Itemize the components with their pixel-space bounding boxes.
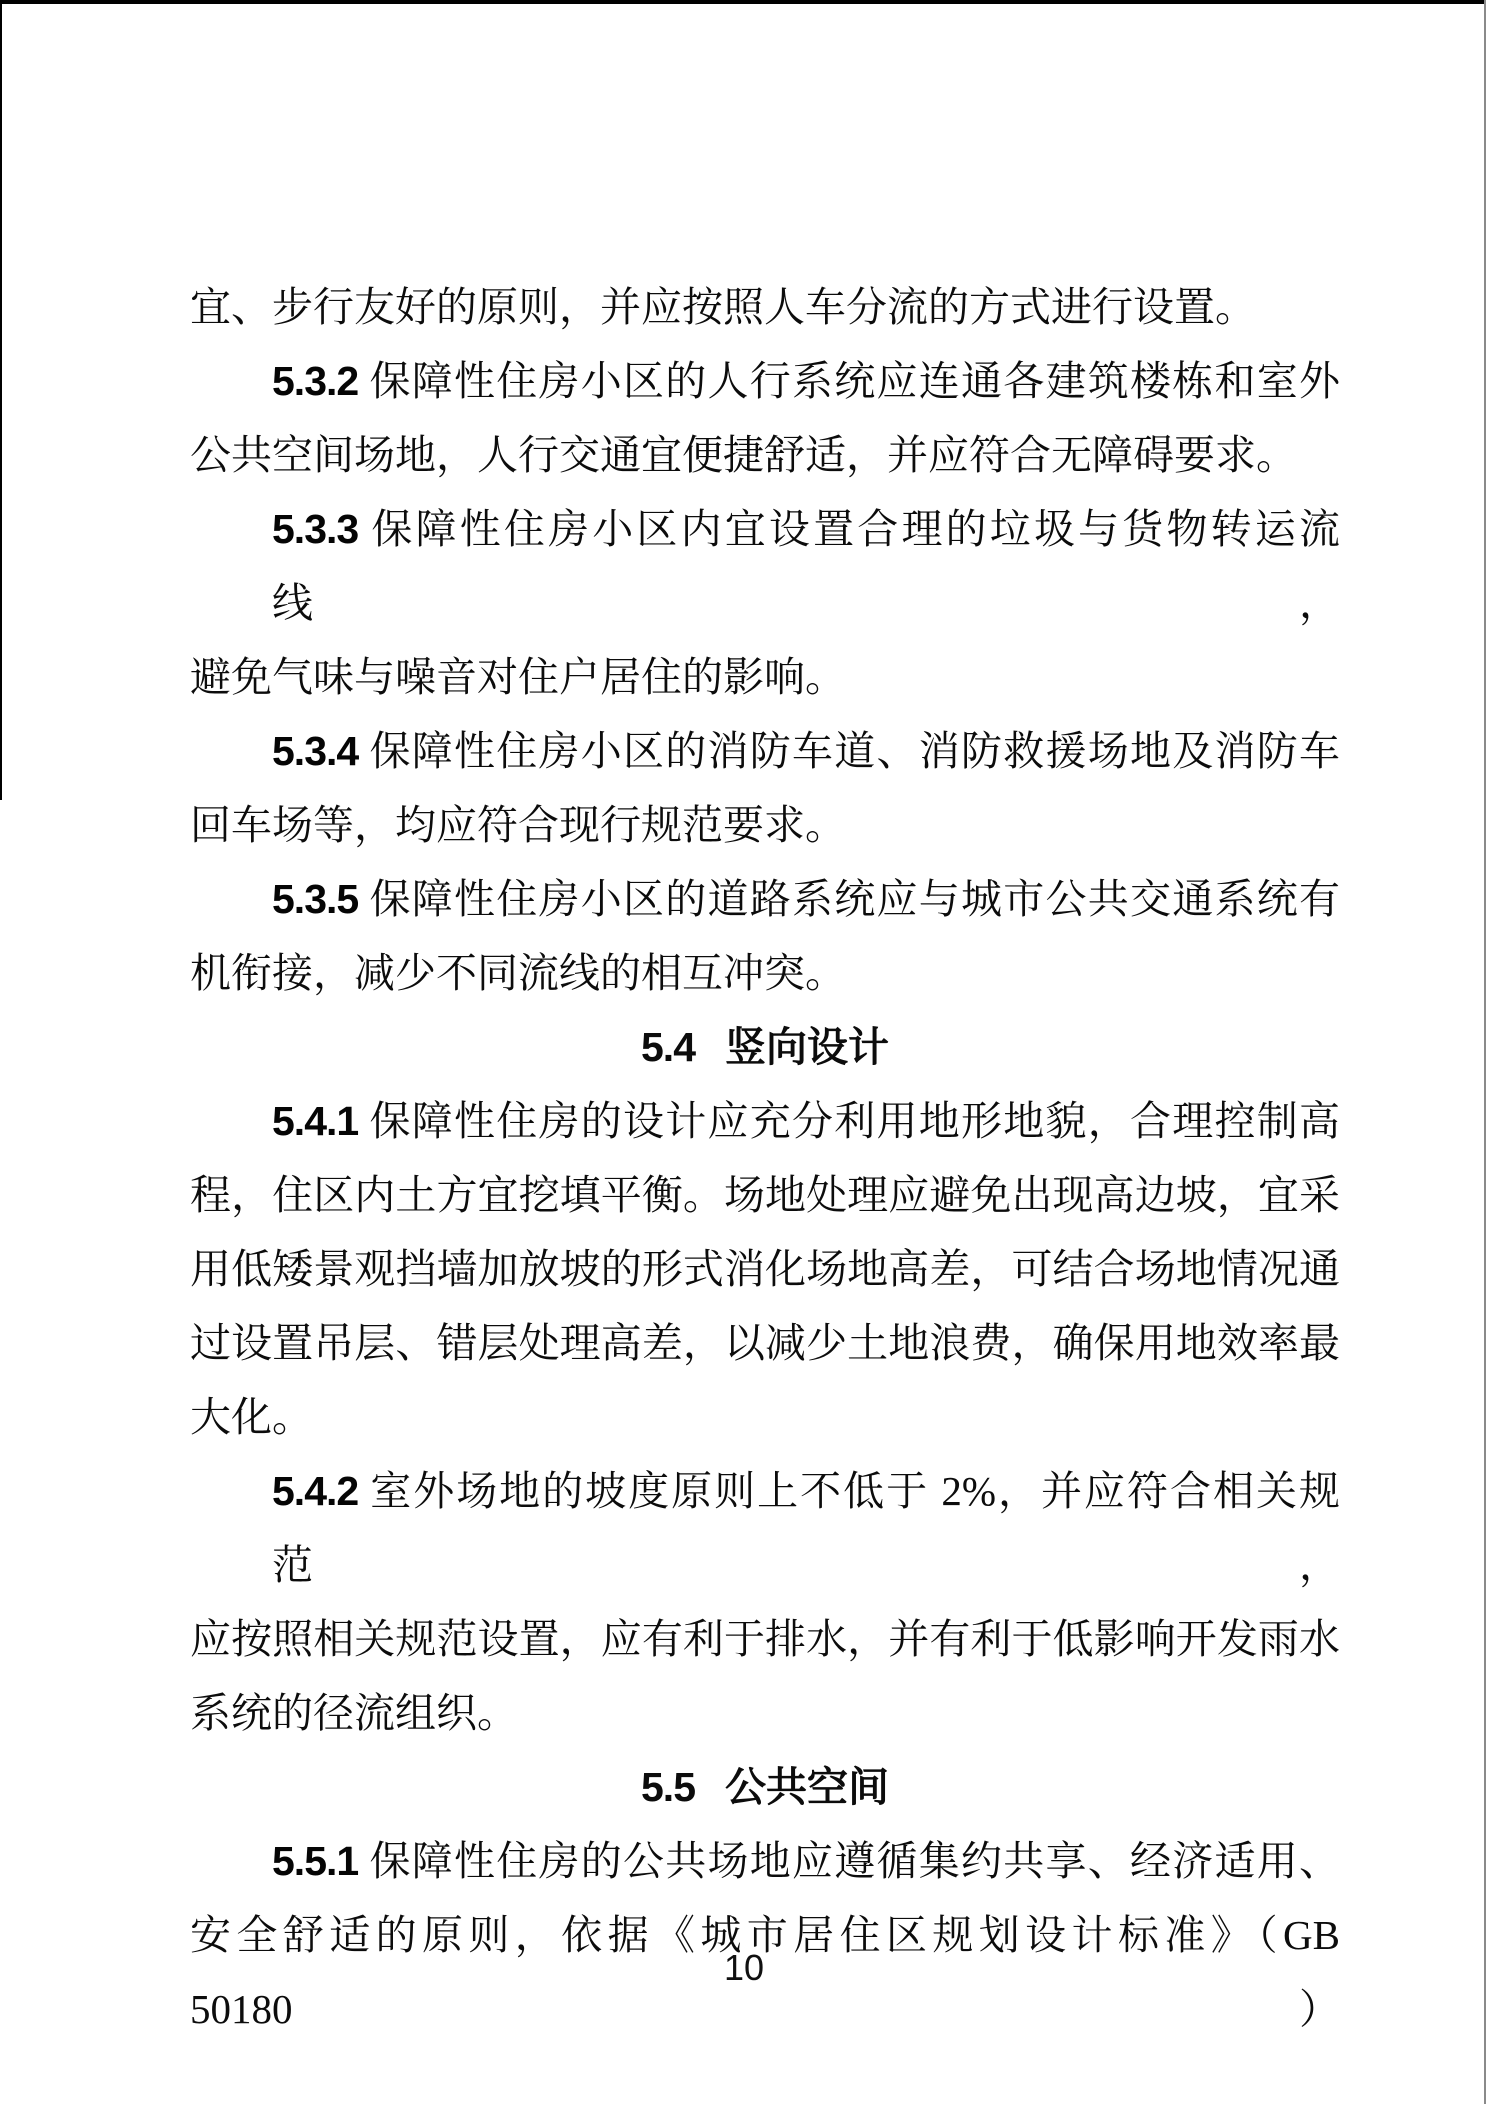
paragraph-continuation-line [190,788,1340,862]
paragraph-continuation-line [190,1158,1340,1232]
paragraph-text: 公共空间场地，人行交通宜便捷舒适，并应符合无障碍要求。 [190,432,1297,478]
paragraph-continuation-line [190,1602,1340,1676]
paragraph-text: 避免气味与噪音对住户居住的影响。 [190,654,846,700]
paragraph-text: 大化。 [190,1394,313,1440]
clause-number: 5.4.2 [272,1468,359,1514]
scan-border-top [0,0,1484,4]
clause-5-3-3-line [190,492,1340,640]
clause-text: 保障性住房的公共场地应遵循集约共享、经济适用、 [368,1838,1340,1884]
clause-number: 5.3.3 [272,506,359,552]
page-number: 10 [723,1947,765,1988]
paragraph-continuation-line [190,418,1340,492]
clause-text: 保障性住房的设计应充分利用地形地貌，合理控制高 [368,1098,1340,1144]
paragraph-continuation-line [190,270,1340,344]
paragraph-text: 宜、步行友好的原则，并应按照人车分流的方式进行设置。 [190,284,1256,330]
scan-border-left [0,0,2,800]
clause-number: 5.3.2 [272,358,359,404]
section-number: 5.5 [641,1764,695,1810]
clause-number: 5.3.4 [272,728,359,774]
paragraph-continuation-line [190,936,1340,1010]
paragraph-text: 应按照相关规范设置，应有利于排水，并有利于低影响开发雨水 [190,1616,1340,1662]
clause-5-3-2-line [190,344,1340,418]
clause-number: 5.5.1 [272,1838,359,1884]
paragraph-text: 回车场等，均应符合现行规范要求。 [190,802,846,848]
section-title: 公共空间 [725,1764,889,1810]
paragraph-continuation-line [190,1232,1340,1306]
paragraph-text: 程，住区内土方宜挖填平衡。场地处理应避免出现高边坡，宜采 [190,1172,1340,1218]
clause-5-3-5-line [190,862,1340,936]
paragraph-text: 系统的径流组织。 [190,1690,518,1736]
clause-number: 5.3.5 [272,876,359,922]
clause-5-4-1-line [190,1084,1340,1158]
paragraph-continuation-line [190,1676,1340,1750]
clause-number: 5.4.1 [272,1098,359,1144]
section-title: 竖向设计 [725,1024,889,1070]
clause-text: 保障性住房小区的消防车道、消防救援场地及消防车 [368,728,1340,774]
clause-text: 室外场地的坡度原则上不低于 2%，并应符合相关规范， [272,1468,1340,1588]
paragraph-continuation-line [190,640,1340,714]
body-text [190,270,1340,2046]
clause-text: 保障性住房小区的道路系统应与城市公共交通系统有 [368,876,1340,922]
section-heading-5-4 [190,1010,1340,1084]
paragraph-text: 安全舒适的原则，依据《城市居住区规划设计标准》（GB 50180） [190,1912,1340,2032]
paragraph-text: 过设置吊层、错层处理高差，以减少土地浪费，确保用地效率最 [190,1320,1340,1366]
paragraph-continuation-line [190,1380,1340,1454]
clause-text: 保障性住房小区内宜设置合理的垃圾与货物转运流线， [272,506,1340,626]
clause-5-4-2-line [190,1454,1340,1602]
scan-border-right [1484,0,1486,2104]
paragraph-text: 机衔接，减少不同流线的相互冲突。 [190,950,846,996]
paragraph-continuation-line [190,1306,1340,1380]
section-heading-5-5 [190,1750,1340,1824]
clause-text: 保障性住房小区的人行系统应连通各建筑楼栋和室外 [368,358,1340,404]
paragraph-text: 用低矮景观挡墙加放坡的形式消化场地高差，可结合场地情况通 [190,1246,1340,1292]
section-number: 5.4 [641,1024,695,1070]
clause-5-5-1-line [190,1824,1340,1898]
clause-5-3-4-line [190,714,1340,788]
